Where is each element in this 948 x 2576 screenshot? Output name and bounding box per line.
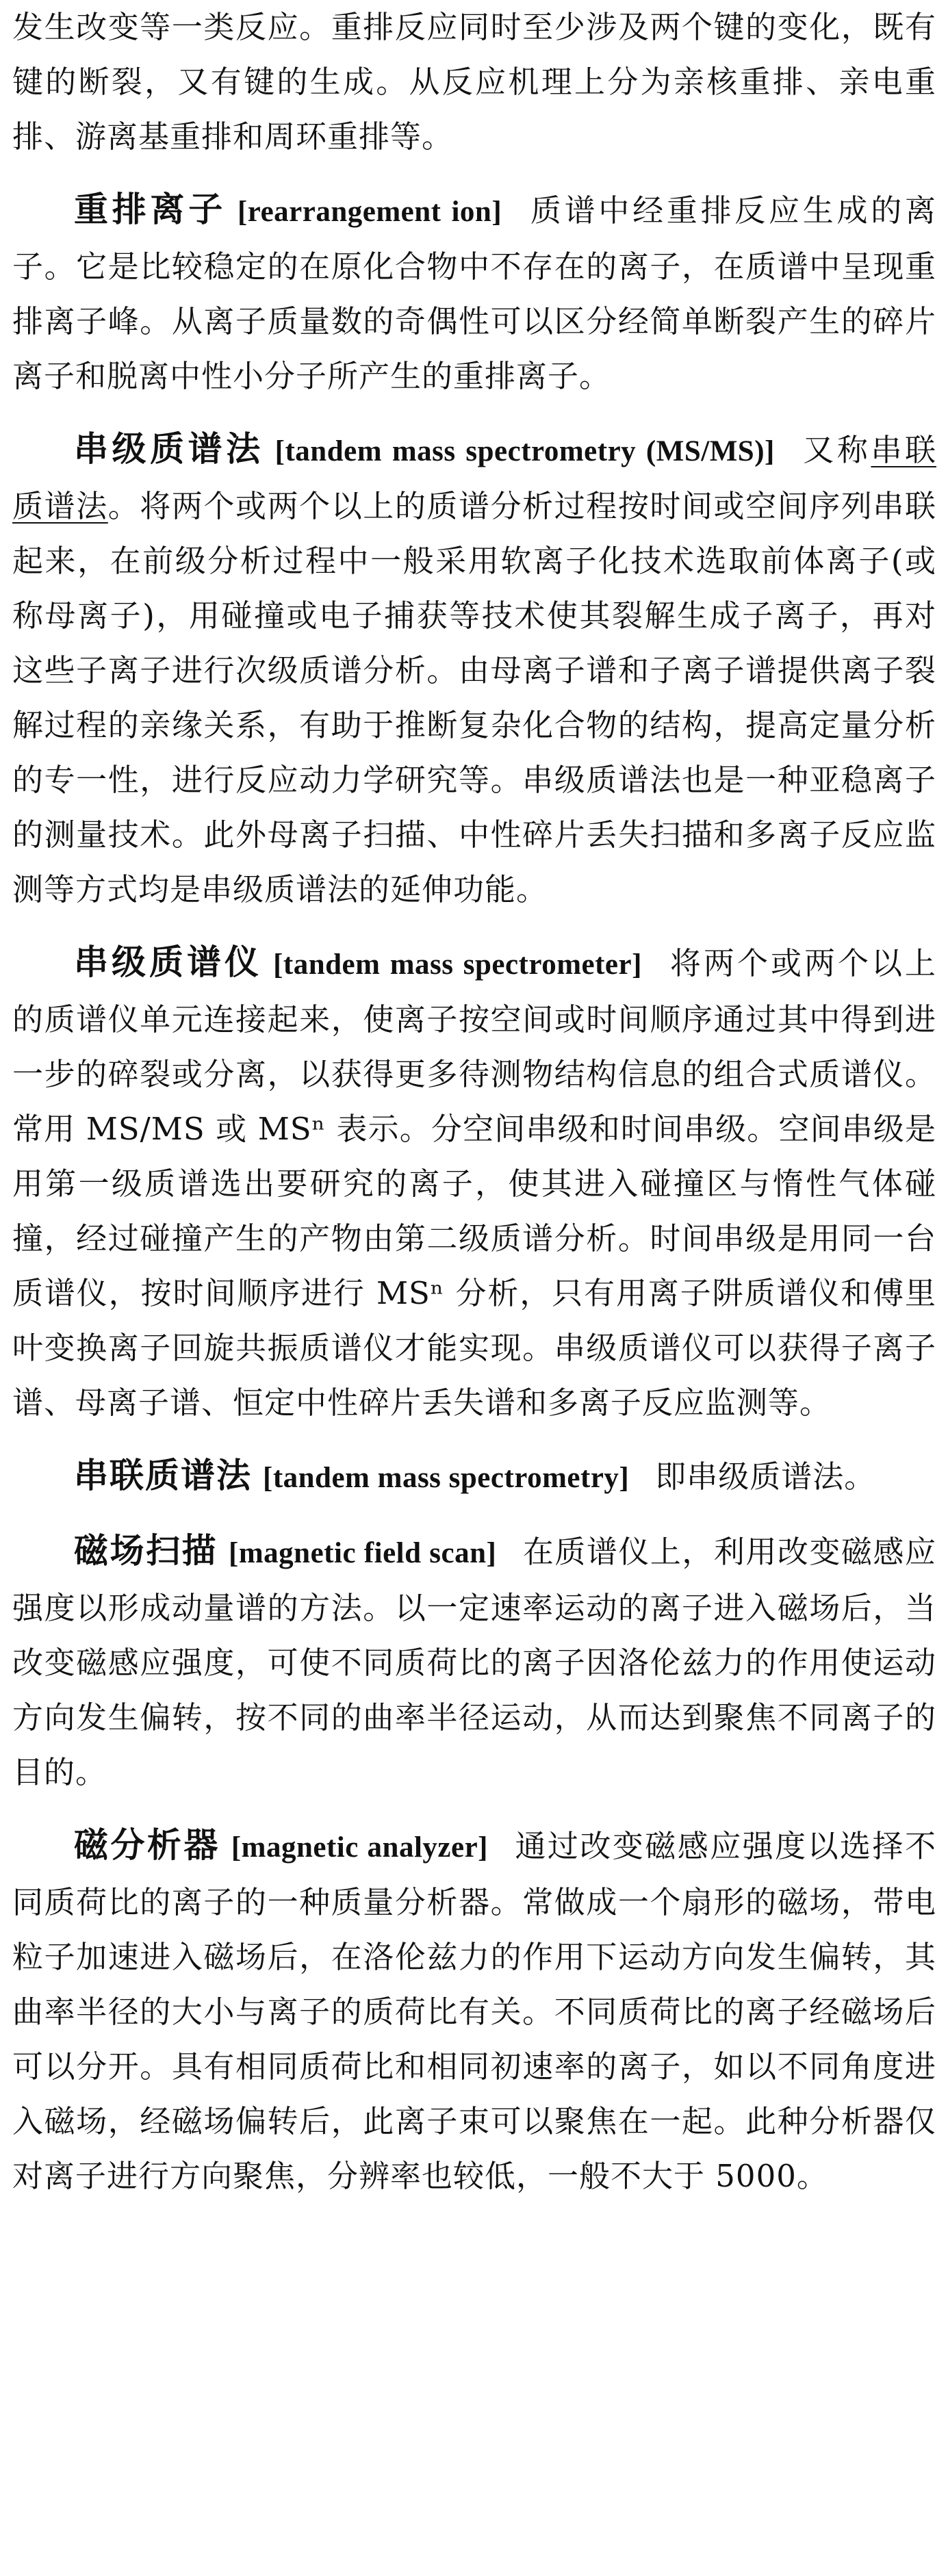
entry-magnetic-field-scan (12, 1523, 936, 1800)
entry-definition-prefix: 又称 (800, 432, 871, 468)
entry-tandem-ms-series (12, 1448, 936, 1506)
entry-term: 磁分析器 (74, 1825, 220, 1865)
entry-term: 重排离子 (74, 190, 227, 229)
intro-paragraph: 发生改变等一类反应。重排反应同时至少涉及两个键的变化，既有键的断裂，又有键的生成。从反应机理上分为亲核重排、亲电重排、游离基重排和周环重排等。 (12, 9, 936, 155)
entry-definition: 即串级质谱法。 (655, 1458, 876, 1495)
entry-english: [rearrangement ion] (237, 196, 502, 228)
dictionary-page (12, 0, 936, 2204)
entry-english: [tandem mass spectrometer] (273, 949, 642, 981)
cross-reference-link[interactable]: 串联质谱法 (12, 432, 936, 524)
entry-english: [magnetic field scan] (229, 1537, 497, 1569)
entry-term: 磁场扫描 (74, 1531, 218, 1571)
entry-english: [magnetic analyzer] (231, 1831, 488, 1864)
entry-term: 串级质谱法 (74, 429, 264, 469)
entry-magnetic-analyzer (12, 1818, 936, 2204)
entry-tandem-ms-method (12, 422, 936, 917)
entry-tandem-mass-spectrometer (12, 935, 936, 1430)
entry-definition: 。将两个或两个以上的质谱分析过程按时间或空间序列串联起来，在前级分析过程中一般采用软离子化技术选取前体离子(或称母离子)，用碰撞或电子捕获等技术使其裂解生成子离子，再对这些子离子进行次级质谱分析。由母离子谱和子离子谱提供离子裂解过程的亲缘关系，有助于推断复杂化合物的结构，提高定量分析的专一性，进行反应动力学研究等。串级质谱法也是一种亚稳离子的测量技术。此外母离子扫描、中性碎片丢失扫描和多离子反应监测等方式均是串级质谱法的延伸功能。 (12, 488, 936, 907)
entry-term: 串联质谱法 (74, 1456, 252, 1495)
entry-english: [tandem mass spectrometry] (263, 1462, 630, 1494)
entry-definition: 质谱中经重排反应生成的离子。它是比较稳定的在原化合物中不存在的离子，在质谱中呈现重排离子峰。从离子质量数的奇偶性可以区分经简单断裂产生的碎片离子和脱离中性小分子所产生的重排离子。 (12, 192, 936, 394)
entry-definition: 通过改变磁感应强度以选择不同质荷比的离子的一种质量分析器。常做成一个扇形的磁场，带电粒子加速进入磁场后，在洛伦兹力的作用下运动方向发生偏转，其曲率半径的大小与离子的质荷比有关。不同质荷比的离子经磁场后可以分开。具有相同质荷比和相同初速率的离子，如以不同角度进入磁场，经磁场偏转后，此离子束可以聚焦在一起。此种分析器仅对离子进行方向聚焦，分辨率也较低，一般不大于 5000。 (12, 1828, 936, 2194)
entry-english: [tandem mass spectrometry (MS/MS)] (274, 435, 775, 467)
entry-definition: 在质谱仪上，利用改变磁感应强度以形成动量谱的方法。以一定速率运动的离子进入磁场后，当改变磁感应强度，可使不同质荷比的离子因洛伦兹力的作用使运动方向发生偏转，按不同的曲率半径运动，从而达到聚焦不同离子的目的。 (12, 1534, 936, 1790)
entry-rearrangement-ion (12, 182, 936, 404)
entry-definition: 将两个或两个以上的质谱仪单元连接起来，使离子按空间或时间顺序通过其中得到进一步的碎裂或分离，以获得更多待测物结构信息的组合式质谱仪。常用 MS/MS 或 MSⁿ 表示。分空间串级和时间串级。空间串级是用第一级质谱选出要研究的离子，使其进入碰撞区与惰性气体碰撞，经过碰撞产生的产物由第二级质谱分析。时间串级是用同一台质谱仪，按时间顺序进行 MSⁿ 分析，只有用离子阱质谱仪和傅里叶变换离子回旋共振质谱仪才能实现。串级质谱仪可以获得子离子谱、母离子谱、恒定中性碎片丢失谱和多离子反应监测等。 (12, 945, 936, 1421)
entry-term: 串级质谱仪 (74, 942, 263, 982)
